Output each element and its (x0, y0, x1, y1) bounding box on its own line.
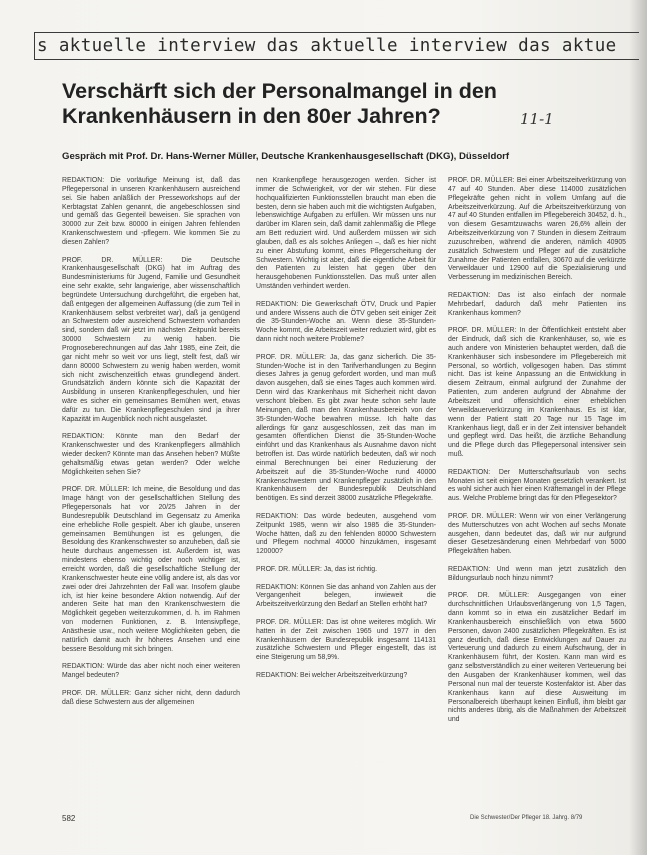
handwritten-note: 11-1 (520, 110, 554, 128)
section-banner (34, 32, 639, 60)
paragraph: PROF. DR. MÜLLER: Bei einer Arbeitszeitverkürzung von 47 auf 40 Stunden. Aber diese 114000 zusätzlichen Pflegekräfte gehen nicht in vollem Umfang auf die Arbeitszeitverkürzung. Auf die Arbeitszeitverkürzung von 47 auf 40 Stunden entfallen im Pflegebereich 30452, d. h., von diesem Gesamtzuwachs waren 26,6% allein der Arbeitszeitverkürzung von 7 Stunden in diesem Zeitraum zuzuschreiben, während die anderen, nämlich 40905 zusätzlich Schwestern und Pfleger auf die zusätzliche Zunahme der Patienten entfallen, 30670 auf die verkürzte Verweildauer und 12900 auf die Spezialisierung und Verbesserung im medizinischen Bereich. (448, 177, 626, 282)
paragraph: REDAKTION: Der Mutterschaftsurlaub von sechs Monaten ist seit einigen Monaten gesetzlich verankert. Ist es wohl sicher auch hier einen Kräftemangel in der Pflege aus. Welche Probleme bringt das für den Pflegesektor? (448, 468, 626, 503)
paragraph: REDAKTION: Die Gewerkschaft ÖTV, Druck und Papier und andere Wissens auch die ÖTV geben seit einiger Zeit die 35-Stunden-Woche an. Wenn diese 35-Stunden-Woche kommt, die Arbeitszeit weiter reduziert wird, gibt es dann nicht noch weitere Probleme? (256, 300, 436, 344)
text-column-1 (62, 177, 240, 802)
paragraph: PROF. DR. MÜLLER: Die Deutsche Krankenhausgesellschaft (DKG) hat im Auftrag des Bundesministeriums für Jugend, Familie und Gesundheit eine sehr exakte, sehr langwierige, aber wissenschaftlich begründete Untersuchung durchgeführt, die ergeben hat, daß entgegen der allgemeinen Auffassung (die zum Teil in Krankenhäusern selbst verbreitet war), daß ja genügend an Schwestern oder ausreichend Schwestern vorhanden sind, sondern daß wir jetzt im nächsten Zeitpunkt bereits 30000 Schwestern zu wenig haben. Die Prognoseberechnungen auf das Jahr 1985, eine Zeit, die gar nicht mehr so weit vor uns liegt, stellt fest, daß wir dann 80000 Schwestern zu wenig haben werden, womit sich nicht zwischenzeitlich etwas grundlegend ändert. Grundsätzlich ändern könnte sich die Kapazität der Ausbildung in unseren Krankenpflegeschulen, und hier wäre es sicher ein gemeinsames Bemühen wert, etwas dafür zu tun. Die Krankenpflegeschulen sind ja ihrer Kapazität im Augenblick noch nicht ausgelastet. (62, 256, 240, 423)
paragraph: REDAKTION: Könnte man den Bedarf der Krankenschwester und des Krankenpflegers allmählich wieder decken? Könnte man das Ansehen heben? Müßte gehaltsmäßig etwas getan werden? Oder welche Möglichkeiten sehen Sie? (62, 433, 240, 476)
text-column-3 (448, 177, 626, 837)
text-column-2 (256, 177, 436, 807)
paragraph: REDAKTION: Das ist also einfach der normale Mehrbedarf, dadurch daß mehr Patienten ins Krankenhaus kommen? (448, 291, 626, 317)
page-edge-shadow (629, 0, 647, 855)
paragraph: REDAKTION: Bei welcher Arbeitszeitverkürzung? (256, 671, 408, 679)
paragraph: PROF. DR. MÜLLER: Ja, das ganz sicherlich. Die 35-Stunden-Woche ist in den Tarifverhandlungen zu Beginn dieses Jahres ja genug gefordert worden, und man muß davon ausgehen, daß sie eines Tages auch kommen wird. Denn wird das Krankenhaus mit Sicherheit nicht davon verschont bleiben. Es gibt zwar heute schon sehr laute Meinungen, daß man den Krankenhausbereich von der 35-Stunden-Woche bewahren müsse. Ich halte das allerdings für ganz ausgeschlossen, zeit das man im gesamten öffentlichen Dienst die 35-Stunden-Woche einführt und das Krankenhaus als Ausnahme davon nicht betroffen ist. Das würde natürlich bedeuten, daß wir noch einmal Berechnungen bei einer Reduzierung der Arbeitszeit auf die 35-Stunden-Woche rund 40000 Krankenschwestern und Krankenpfleger zusätzlich in den Krankenhäusern der Bundesrepublik Deutschland benötigen. Es sind derzeit 38000 zusätzliche Pflegekräfte. (256, 353, 436, 503)
paragraph: REDAKTION: Würde das aber nicht noch einer weiteren Mangel bedeuten? (62, 663, 240, 680)
page-number: 582 (62, 814, 76, 823)
paragraph: REDAKTION: Und wenn man jetzt zusätzlich den Bildungsurlaub noch hinzu nimmt? (448, 565, 626, 582)
paragraph: nen Krankenpflege herausgezogen werden. Sicher ist immer die Schwierigkeit, vor der wir stehen. Für diese hochqualifizierten Funktionsstellen braucht man eben die besten, denn sie haben auch mit die wichtigsten Aufgaben, lebenswichtige Aufgaben zu erfüllen. Wir müssen uns nur darüber im Klaren sein, daß damit zahlenmäßig die Pflege am Bett reduziert wird. Und außerdem müssen wir sich glauben, daß es als solches Anliegen –, daß es hier nicht zu einer Abstufung kommt, eines Pflegerscheitung der Schwestern. Wichtig ist aber, daß die eigentliche Arbeit für den Patienten zu leisten hat gegen über den herausgehobenen Funktionsstellen. Das muß unter allen Umständen verhindert werden. (256, 177, 436, 291)
journal-footer: Die Schwester/Der Pfleger 18. Jahrg. 8/79 (470, 815, 583, 821)
paragraph: PROF. DR. MÜLLER: Ich meine, die Besoldung und das Image hängt von der gesellschaftlichen Stellung des Pflegepersonals hat vor 20/25 Jahren in der Bundesrepublik Deutschland im Gegensatz zu Amerika eine erhebliche Rolle gespielt. Aber ich glaube, unseren gemeinsamen Bemühungen ist es gelungen, die Besoldung des Krankenschwester so anzuheben, daß sie heute durchaus angemessen ist. Außerdem ist, was mindestens ebenso wichtig oder noch wichtiger ist, erreicht worden, daß die gesellschaftliche Stellung der Krankenschwester heute eine völlig andere ist, als das vor zwei oder drei Jahrzehnten der Fall war. Insofern glaube ich, ist hier keine besondere Aktion notwendig. Auf der anderen Seite hat man den Krankenschwestern die Möglichkeit gegeben weiterzukommen, d. h. im Rahmen von modernen Funktionen, z. B. Intensivpflege, Anästhesie usw., noch weitere Möglichkeiten geben, die natürlich damit auch ihr höheres Ansehen und eine bessere Besoldung mit sich bringen. (62, 486, 240, 653)
paragraph: REDAKTION: Können Sie das anhand von Zahlen aus der Vergangenheit belegen, inwieweit die Arbeitszeitverkürzung den Bedarf an Stellen erhöht hat? (256, 583, 436, 609)
paragraph: PROF. DR. MÜLLER: Ganz sicher nicht, denn dadurch daß diese Schwestern aus der allgemeinen (62, 689, 240, 706)
paragraph: PROF. DR. MÜLLER: In der Öffentlichkeit entsteht aber der Eindruck, daß sich die Krankenhäuser, so, wie es auch andere von Ministerien behauptet werden, daß die Krankenhäuser sich insbesondere im Pflegebereich mit Personal, so wörtlich, vollgesogen haben. Das stimmt nicht. Das ist keine Anpassung an die Entwicklung in diesem Zeitraum, einmal aufgrund der Zunahme der Patienten, zum anderen aufgrund der Abnahme der Arbeitszeit und offensichtlich einer erheblichen Verweildauerverkürzung im Krankenhaus. Es ist klar, wenn der Patient statt 20 Tage nur 15 Tage im Krankenhaus liegt, daß er in der Zeit intensiver behandelt und gepflegt wird. Das heißt, die ärztliche Behandlung und die Pflege durch das Pflegepersonal intensiver sein muß. (448, 327, 626, 459)
article-title: Verschärft sich der Personalmangel in den Krankenhäusern in den 80er Jahren? (62, 79, 497, 128)
article-subtitle: Gespräch mit Prof. Dr. Hans-Werner Müller, Deutsche Krankenhausgesellschaft (DKG), Düsseldorf (62, 151, 510, 162)
paragraph: PROF. DR. MÜLLER: Ja, das ist richtig. (256, 565, 377, 573)
paragraph: PROF. DR. MÜLLER: Ausgegangen von einer durchschnittlichen Urlaubsverlängerung von 1,5 Tagen, dann kommt so in etwa ein zusätzlicher Bedarf im Krankenhausbereich einschließlich von etwa 5600 Personen, davon 2400 zusätzlichen Pflegekräften. Es ist ganz deutlich, daß diese Entwicklungen auf Dauer zu Verteuerung und dadurch zu einem Aufschwung, der in Krankenhäusern führt, der Kosten. Kann man wird es ganz selbstverständlich zu einer weiteren Verteuerung bei den Ausgaben der Krankenhäuser kommen, weil das Personal nun mal der teuerste Kostenfaktor ist. Aber das Krankenhaus kann auf diese Ausweitung im Personalbereich überhaupt keinen Einfluß, ihm bleibt gar nichts anderes übrig, als die Maßnahmen der Arbeitszeit und (448, 592, 626, 724)
paragraph: PROF. DR. MÜLLER: Das ist ohne weiteres möglich. Wir hatten in der Zeit zwischen 1965 und 1977 in den Krankenhäusern der Bundesrepublik insgesamt 114131 zusätzliche Schwestern und Pfleger eingestellt, das ist eine Steigerung um 58,9%. (256, 618, 436, 662)
paragraph: REDAKTION: Die vorläufige Meinung ist, daß das Pflegepersonal in unseren Krankenhäusern ausreichend sei. Sie haben anläßlich der Presseworkshops auf der Kerbtagstat Zahlen genannt, die angebeschlossen sind und gemäß das Gegenteil beweisen. Sie sprachen von 30000 zur Zeit bzw. 80000 in einigen Jahren fehlenden Krankenschwestern und -pflegern. Wie kommen Sie zu diesen Zahlen? (62, 177, 240, 246)
paragraph: PROF. DR. MÜLLER: Wenn wir von einer Verlängerung des Mutterschutzes von acht Wochen auf sechs Monate ausgehen, dann bedeutet das, daß wir nur aufgrund dieser Gesetzesänderung einen Mehrbedarf von 5000 Pflegekräften haben. (448, 512, 626, 556)
paragraph: REDAKTION: Das würde bedeuten, ausgehend vom Zeitpunkt 1985, wenn wir also 1985 die 35-Stunden-Woche hätten, daß zu den fehlenden 80000 Schwestern und Pflegern nochmal 40000 hinzukämen, insgesamt 120000? (256, 512, 436, 556)
section-banner-text: s aktuelle interview das aktuelle interview das aktue (37, 36, 617, 56)
